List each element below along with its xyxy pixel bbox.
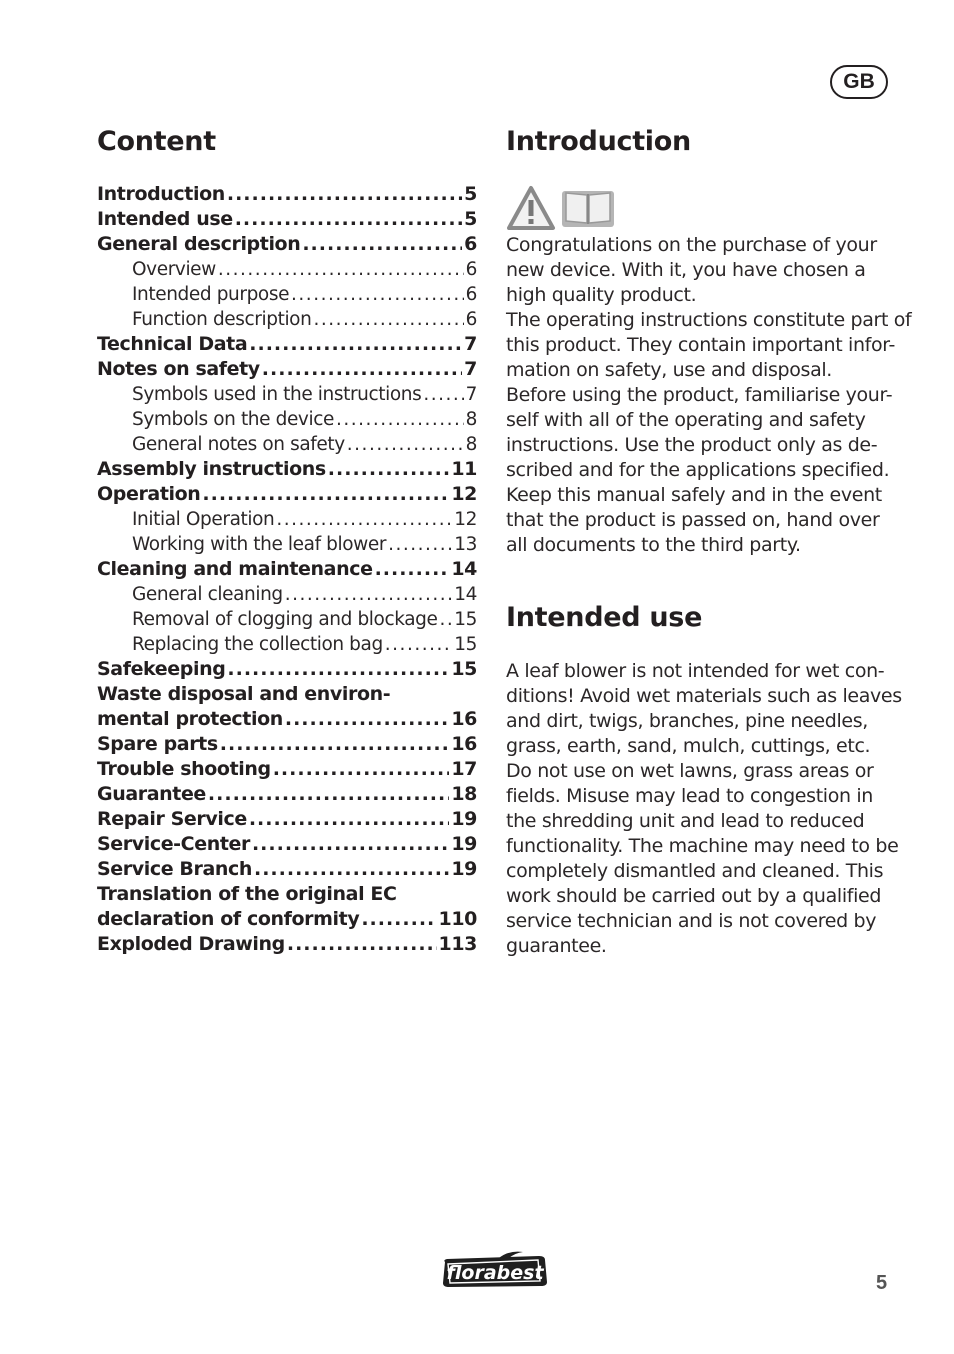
table-of-contents [97,182,477,957]
warning-triangle-icon [506,185,556,235]
toc-leader-dots [285,582,452,607]
toc-leader-dots [249,332,462,357]
toc-entry-title: Exploded Drawing [97,933,285,955]
toc-entry-title: Safekeeping [97,658,226,680]
text-line: service technician and is not covered by [506,910,877,932]
toc-entry-page: 8 [465,409,477,430]
toc-entry-page: 7 [464,358,477,380]
toc-leader-dots [208,782,449,807]
toc-leader-dots [249,807,450,832]
text-line: this product. They contain important infor- [506,334,895,356]
toc-entry-title: Trouble shooting [97,758,271,780]
toc-entry-title: Spare parts [97,733,218,755]
toc-entry-page: 7 [465,384,477,405]
toc-entry [97,632,477,657]
text-line: completely dismantled and cleaned. This [506,860,884,882]
text-line: mation on safety, use and disposal. [506,359,832,381]
introduction-heading: Introduction [506,126,691,157]
toc-leader-dots [375,557,450,582]
florabest-logo [439,1250,551,1290]
toc-entry-title: Technical Data [97,333,248,355]
toc-leader-dots [336,407,464,432]
logo-text: florabest [446,1262,544,1284]
toc-entry [97,807,477,832]
toc-leader-dots [218,257,464,282]
toc-entry-title: Function description [132,309,312,330]
toc-entry-page: 18 [451,783,477,805]
toc-entry-page: 13 [454,534,477,555]
toc-entry-page: 12 [454,509,477,530]
toc-entry-title: Initial Operation [132,509,275,530]
toc-entry [97,657,477,682]
text-line: Keep this manual safely and in the event [506,484,882,506]
toc-leader-dots [423,382,463,407]
toc-entry-page: 6 [464,233,477,255]
toc-leader-dots [328,457,450,482]
toc-leader-dots [385,632,452,657]
toc-entry-title: Guarantee [97,783,206,805]
toc-entry [97,207,477,232]
content-heading: Content [97,126,216,157]
text-line: self with all of the operating and safety [506,409,866,431]
toc-entry-page: 15 [454,609,477,630]
toc-entry-page: 113 [438,933,477,955]
toc-entry-title: Replacing the collection bag [132,634,383,655]
toc-entry-title: Service-Center [97,833,250,855]
toc-entry-page: 19 [451,833,477,855]
toc-leader-dots [227,657,449,682]
text-line: Before using the product, familiarise your- [506,384,893,406]
toc-leader-dots [252,832,449,857]
text-line: A leaf blower is not intended for wet con- [506,660,885,682]
toc-entry [97,232,477,257]
text-line: grass, earth, sand, mulch, cuttings, etc. [506,735,871,757]
toc-entry-page: 16 [451,708,477,730]
toc-entry-title: Notes on safety [97,358,260,380]
toc-entry-title: Removal of clogging and blockage [132,609,438,630]
toc-entry [97,832,477,857]
open-book-icon [560,185,616,235]
toc-entry-title: Intended purpose [132,284,290,305]
toc-leader-dots [235,207,462,232]
toc-leader-dots [388,532,452,557]
toc-entry [97,457,477,482]
toc-entry [97,907,477,932]
text-line: work should be carried out by a qualified [506,885,882,907]
toc-leader-dots [220,732,450,757]
text-line: functionality. The machine may need to be [506,835,899,857]
text-line: new device. With it, you have chosen a [506,259,866,281]
toc-entry-title: Working with the leaf blower [132,534,387,555]
text-line: all documents to the third party. [506,534,801,556]
toc-leader-dots [262,357,462,382]
toc-entry-title: declaration of conformity [97,908,360,930]
toc-leader-dots [287,932,437,957]
toc-leader-dots [273,757,450,782]
toc-entry-title: Assembly instructions [97,458,326,480]
toc-entry [97,432,477,457]
page-number: 5 [876,1272,888,1294]
toc-entry [97,257,477,282]
intended-use-heading: Intended use [506,602,703,633]
toc-leader-dots [439,607,452,632]
toc-entry-title: General description [97,233,301,255]
toc-entry-title: mental protection [97,708,283,730]
toc-leader-dots [227,182,462,207]
toc-entry-page: 16 [451,733,477,755]
toc-entry-title: Symbols used in the instructions [132,384,422,405]
toc-entry [97,707,477,732]
toc-entry [97,557,477,582]
toc-entry-page: 5 [464,183,477,205]
toc-entry-page: 110 [438,908,477,930]
text-line: The operating instructions constitute part of [506,309,912,331]
introduction-text [506,233,912,558]
toc-entry-page: 6 [465,259,477,280]
text-line: scribed and for the applications specified. [506,459,890,481]
toc-entry [97,857,477,882]
toc-entry-title: General notes on safety [132,434,345,455]
toc-entry-title: Intended use [97,208,233,230]
toc-entry-page: 6 [465,284,477,305]
toc-entry-title: Repair Service [97,808,247,830]
toc-entry-page: 7 [464,333,477,355]
toc-entry-title: Symbols on the device [132,409,334,430]
toc-entry-page: 8 [465,434,477,455]
toc-entry [97,732,477,757]
text-line: guarantee. [506,935,607,957]
toc-entry-title: Translation of the original EC [97,883,397,905]
toc-entry-page: 14 [454,584,477,605]
language-badge: GB [830,65,888,99]
toc-leader-dots [285,707,449,732]
toc-entry-page: 15 [451,658,477,680]
toc-entry-page: 14 [451,558,477,580]
toc-entry [97,507,477,532]
toc-entry-page: 11 [451,458,477,480]
text-line: the shredding unit and lead to reduced [506,810,865,832]
toc-entry [97,282,477,307]
toc-leader-dots [361,907,436,932]
toc-entry-page: 15 [454,634,477,655]
text-line: instructions. Use the product only as de- [506,434,878,456]
toc-entry-title: Service Branch [97,858,252,880]
toc-leader-dots [347,432,464,457]
toc-entry [97,532,477,557]
toc-entry-title: Cleaning and maintenance [97,558,373,580]
intro-icons [506,185,616,235]
toc-entry [97,182,477,207]
toc-entry-title: Introduction [97,183,225,205]
toc-entry-page: 19 [451,808,477,830]
toc-entry-page: 12 [451,483,477,505]
toc-entry [97,932,477,957]
intended-use-text [506,659,902,959]
toc-entry-page: 19 [451,858,477,880]
text-line: high quality product. [506,284,697,306]
toc-entry [97,782,477,807]
toc-entry [97,332,477,357]
toc-leader-dots [202,482,449,507]
toc-leader-dots [291,282,464,307]
toc-entry-title: Waste disposal and environ- [97,683,391,705]
toc-entry [97,607,477,632]
toc-entry [97,307,477,332]
text-line: and dirt, twigs, branches, pine needles, [506,710,868,732]
toc-entry-title: General cleaning [132,584,283,605]
toc-leader-dots [313,307,463,332]
text-line: Do not use on wet lawns, grass areas or [506,760,874,782]
toc-entry [97,582,477,607]
toc-entry [97,407,477,432]
text-line: Congratulations on the purchase of your [506,234,877,256]
text-line: fields. Misuse may lead to congestion in [506,785,873,807]
toc-leader-dots [254,857,449,882]
toc-entry [97,382,477,407]
toc-leader-dots [276,507,452,532]
toc-entry-page: 6 [465,309,477,330]
toc-entry [97,757,477,782]
toc-entry-title: Overview [132,259,216,280]
text-line: ditions! Avoid wet materials such as leaves [506,685,902,707]
text-line: that the product is passed on, hand over [506,509,880,531]
toc-entry-page: 17 [451,758,477,780]
toc-entry [97,482,477,507]
toc-entry-page: 5 [464,208,477,230]
toc-leader-dots [302,232,462,257]
toc-entry-title: Operation [97,483,201,505]
toc-entry [97,357,477,382]
